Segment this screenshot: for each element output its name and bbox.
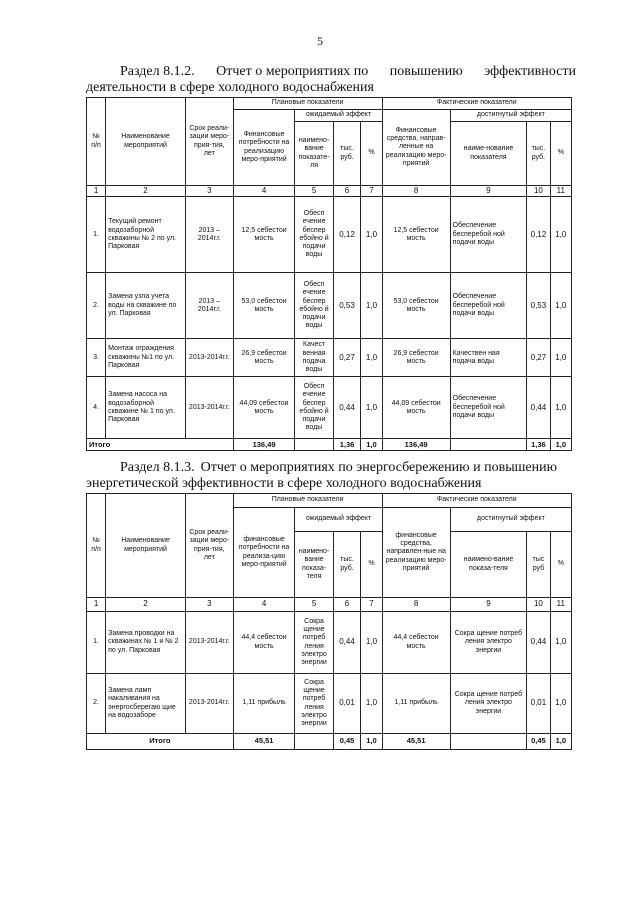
total-ach-rub: 0,45: [527, 734, 550, 750]
header-ach-rub: тыс руб: [527, 532, 550, 598]
row-name: Замена ламп накаливания на энергосберегаю щие на водозаборе: [106, 674, 186, 734]
row-fin-plan: 53,0 себестои мость: [233, 273, 295, 339]
section2-title-line2: энергетической эффективности в сфере холодного водоснабжения: [86, 476, 482, 491]
section1-title-part: эффективности: [484, 64, 576, 79]
row-term: 2013 – 2014г.г.: [185, 273, 233, 339]
header-achieved: достигнутый эффект: [450, 110, 571, 122]
section1-table: [86, 97, 572, 451]
col-number: 1: [87, 598, 106, 612]
section2-title: [86, 460, 576, 492]
table-row: [87, 197, 572, 273]
row-name: Замена насоса на водозаборной скважине № 1 по ул. Парковая: [106, 377, 186, 439]
row-ach-rub: 0,12: [527, 197, 550, 273]
page-number: 5: [317, 34, 323, 48]
header-fin-plan: Финансовые потребности на реализацию меро-приятий: [233, 110, 295, 186]
row-exp-name: Обесп ечение беспер ебойно й подачи воды: [295, 273, 333, 339]
table-row: [87, 339, 572, 377]
row-exp-name: Обесп ечение беспер ебойно й подачи воды: [295, 197, 333, 273]
row-ach-pct: 1,0: [550, 674, 571, 734]
row-exp-pct: 1,0: [361, 197, 382, 273]
section1-title: [86, 64, 576, 96]
total-label: Итого: [87, 734, 234, 750]
row-fin-plan: 12,5 себестои мость: [233, 197, 295, 273]
row-num: 2.: [87, 674, 106, 734]
section1-title-part: повышению: [389, 64, 463, 79]
col-number: 5: [295, 186, 333, 197]
header-exp-rub: тыс. руб.: [333, 532, 361, 598]
row-exp-rub: 0,01: [333, 674, 361, 734]
col-number: 9: [450, 598, 527, 612]
col-number: 3: [185, 186, 233, 197]
row-num: 1.: [87, 612, 106, 674]
total-row: [87, 439, 572, 451]
row-name: Текущий ремонт водозаборной скважины № 2 по ул. Парковая: [106, 197, 186, 273]
row-ach-rub: 0,01: [527, 674, 550, 734]
total-fin-plan: 45,51: [233, 734, 295, 750]
total-ach-pct: 1,0: [550, 734, 571, 750]
row-ach-name: Обеспечение бесперебой ной подачи воды: [450, 273, 527, 339]
total-fin-actual: 136,49: [382, 439, 450, 451]
total-ach-pct: 1,0: [550, 439, 571, 451]
row-fin-actual: 26,9 себестои мость: [382, 339, 450, 377]
col-number: 10: [527, 186, 550, 197]
header-name: Наименование мероприятий: [106, 494, 186, 598]
total-exp-pct: 1,0: [361, 439, 382, 451]
header-term: Срок реали-зации меро-прия-тия, лет: [185, 98, 233, 186]
row-exp-pct: 1,0: [361, 377, 382, 439]
col-number: 9: [450, 186, 527, 197]
table-row: [87, 377, 572, 439]
row-name: Замена проводки на скважинах № 1 и № 2 по ул. Парковая: [106, 612, 186, 674]
row-ach-name: Сокра щение потреб ления электро энергии: [450, 674, 527, 734]
row-num: 2.: [87, 273, 106, 339]
row-ach-rub: 0,44: [527, 377, 550, 439]
header-exp-pct: %: [361, 532, 382, 598]
row-term: 2013 – 2014г.г.: [185, 197, 233, 273]
row-fin-plan: 44,09 себестои мость: [233, 377, 295, 439]
row-ach-pct: 1,0: [550, 612, 571, 674]
row-exp-rub: 0,44: [333, 612, 361, 674]
header-expected: ожидаемый эффект: [295, 110, 382, 122]
header-ach-rub: тыс. руб.: [527, 122, 550, 186]
col-number: 11: [550, 186, 571, 197]
section2-title-part: Раздел 8.1.3.: [120, 460, 195, 475]
row-name: Монтаж ограждения скважины №1 по ул. Парковая: [106, 339, 186, 377]
row-fin-plan: 1,11 прибыль: [233, 674, 295, 734]
row-ach-name: Сокра щение потреб ления электро энергии: [450, 612, 527, 674]
row-exp-name: Обесп ечение беспер ебойно й подачи воды: [295, 377, 333, 439]
col-number: 6: [333, 186, 361, 197]
col-number: 5: [295, 598, 333, 612]
row-ach-rub: 0,53: [527, 273, 550, 339]
header-num: № п/п: [87, 494, 106, 598]
row-fin-actual: 44,4 себестои мость: [382, 612, 450, 674]
col-number: 2: [106, 186, 186, 197]
header-planned: Плановые показатели: [233, 98, 382, 110]
header-exp-rub: тыс. руб.: [333, 122, 361, 186]
row-ach-rub: 0,44: [527, 612, 550, 674]
row-exp-rub: 0,44: [333, 377, 361, 439]
row-exp-pct: 1,0: [361, 612, 382, 674]
header-planned: Плановые показатели: [233, 494, 382, 508]
header-term: Срок реали-зации меро-прия-тия, лет: [185, 494, 233, 598]
section1-title-part: Раздел 8.1.2.: [120, 64, 195, 79]
section1-title-line2: деятельности в сфере холодного водоснабжения: [86, 80, 374, 95]
row-num: 4.: [87, 377, 106, 439]
header-actual: Фактические показатели: [382, 494, 571, 508]
row-num: 1.: [87, 197, 106, 273]
table-row: [87, 612, 572, 674]
header-fin-plan: финансовые потребности на реализа-цию меро-приятий: [233, 508, 295, 598]
row-ach-name: Качествен ная подача воды: [450, 339, 527, 377]
section2-title-part: Отчет о мероприятиях по энергосбережению и повышению: [200, 460, 558, 475]
header-actual: Фактические показатели: [382, 98, 571, 110]
row-exp-rub: 0,53: [333, 273, 361, 339]
row-fin-actual: 12,5 себестои мость: [382, 197, 450, 273]
header-name: Наименование мероприятий: [106, 98, 186, 186]
header-exp-name: наимено-вание показа-теля: [295, 532, 333, 598]
table-row: [87, 674, 572, 734]
row-exp-name: Качест венная подача воды: [295, 339, 333, 377]
row-ach-name: Обеспечение бесперебой ной подачи воды: [450, 377, 527, 439]
row-exp-pct: 1,0: [361, 674, 382, 734]
header-ach-pct: %: [550, 532, 571, 598]
row-term: 2013-2014г.г.: [185, 377, 233, 439]
header-fin-actual: финансовые средства, направлен-ные на реализацию меро-приятий: [382, 508, 450, 598]
total-fin-plan: 136,49: [233, 439, 295, 451]
header-achieved: достигнутый эффект: [450, 508, 571, 532]
header-ach-name: наимено-вание показа-теля: [450, 532, 527, 598]
row-ach-name: Обеспечение бесперебой ной подачи воды: [450, 197, 527, 273]
row-fin-plan: 44,4 себестои мость: [233, 612, 295, 674]
col-number: 2: [106, 598, 186, 612]
col-number: 11: [550, 598, 571, 612]
col-number: 7: [361, 598, 382, 612]
row-ach-rub: 0,27: [527, 339, 550, 377]
section2-table: [86, 493, 572, 750]
row-fin-actual: 44,09 себестои мость: [382, 377, 450, 439]
total-fin-actual: 45,51: [382, 734, 450, 750]
total-exp-rub: 0,45: [333, 734, 361, 750]
section1-title-part: Отчет о мероприятиях по: [216, 64, 369, 79]
total-ach-rub: 1,36: [527, 439, 550, 451]
row-exp-name: Сокра щение потреб ления электро энергии: [295, 612, 333, 674]
row-fin-actual: 1,11 прибыль: [382, 674, 450, 734]
header-num: № п/п: [87, 98, 106, 186]
row-ach-pct: 1,0: [550, 197, 571, 273]
row-exp-name: Сокра щение потреб ления электро энергии: [295, 674, 333, 734]
row-num: 3.: [87, 339, 106, 377]
col-number: 8: [382, 186, 450, 197]
col-number: 8: [382, 598, 450, 612]
header-expected: ожидаемый эффект: [295, 508, 382, 532]
total-row: [87, 734, 572, 750]
row-fin-plan: 26,9 себестои мость: [233, 339, 295, 377]
row-name: Замена узла учета воды на скважине по ул. Парковая: [106, 273, 186, 339]
row-exp-rub: 0,27: [333, 339, 361, 377]
table-row: [87, 273, 572, 339]
row-fin-actual: 53,0 себестои мость: [382, 273, 450, 339]
col-number: 1: [87, 186, 106, 197]
row-ach-pct: 1,0: [550, 273, 571, 339]
row-term: 2013-2014г.г.: [185, 612, 233, 674]
col-number: 10: [527, 598, 550, 612]
row-ach-pct: 1,0: [550, 377, 571, 439]
row-exp-pct: 1,0: [361, 339, 382, 377]
row-exp-pct: 1,0: [361, 273, 382, 339]
total-label: Итого: [87, 439, 234, 451]
header-ach-name: наиме-нование показателя: [450, 122, 527, 186]
col-number: 4: [233, 186, 295, 197]
header-exp-name: наимено-вание показате-ля: [295, 122, 333, 186]
row-exp-rub: 0,12: [333, 197, 361, 273]
header-fin-actual: Финансовые средства, направ-ленные на реализацию меро-приятий: [382, 110, 450, 186]
row-ach-pct: 1,0: [550, 339, 571, 377]
total-exp-rub: 1,36: [333, 439, 361, 451]
col-number: 4: [233, 598, 295, 612]
col-number: 3: [185, 598, 233, 612]
row-term: 2013-2014г.г.: [185, 339, 233, 377]
col-number: 7: [361, 186, 382, 197]
header-ach-pct: %: [550, 122, 571, 186]
total-exp-pct: 1,0: [361, 734, 382, 750]
header-exp-pct: %: [361, 122, 382, 186]
row-term: 2013-2014г.г.: [185, 674, 233, 734]
col-number: 6: [333, 598, 361, 612]
